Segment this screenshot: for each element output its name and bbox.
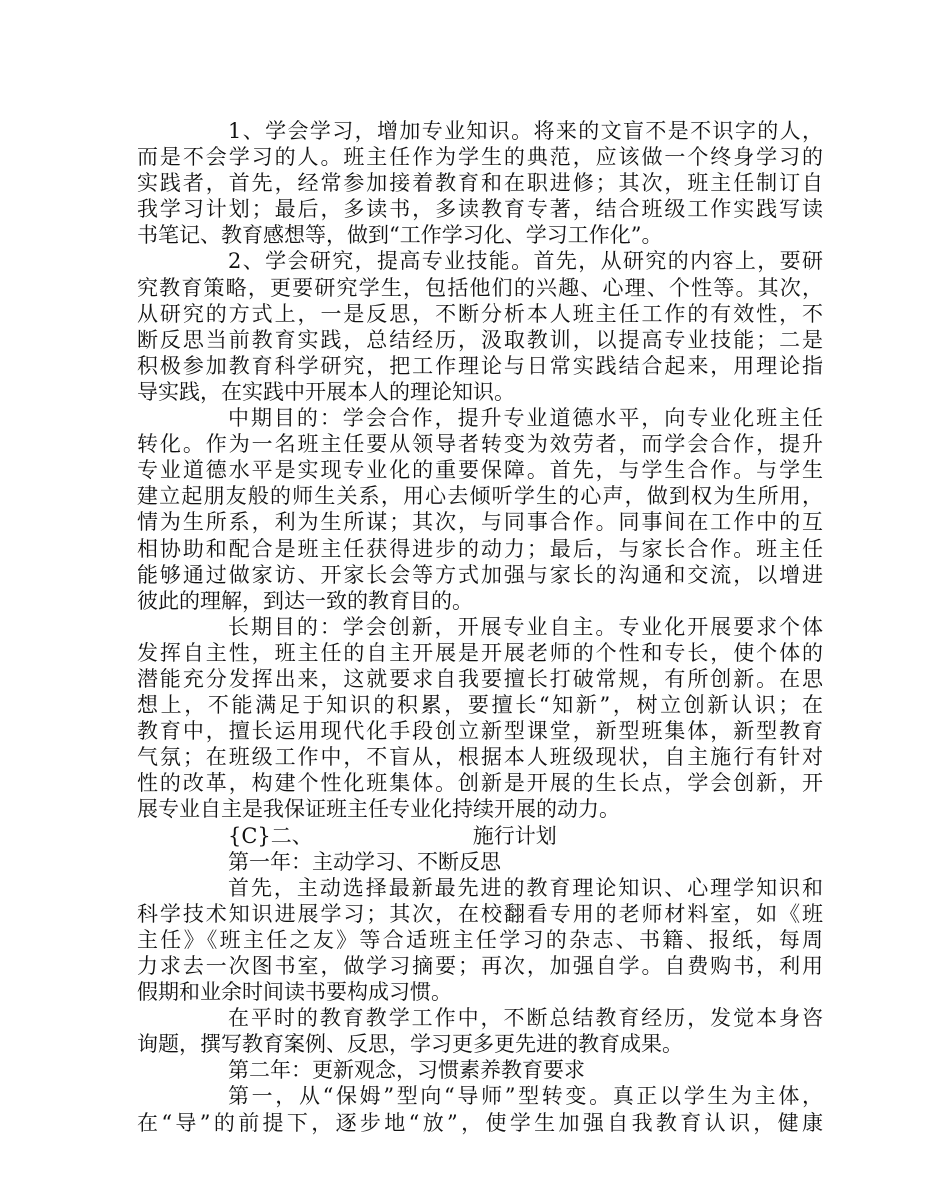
paragraph-line: 实践者，首先，经常参加接着教育和在职进修；其次，班主任制订自 (137, 171, 823, 196)
paragraph-line: 中期目的：学会合作，提升专业道德水平，向专业化班主任 (228, 406, 823, 431)
paragraph-line: 第一，从“保姆”型向“导师”型转变。真正以学生为主体， (228, 1084, 823, 1109)
paragraph-line: 能够通过做家访、开家长会等方式加强与家长的沟通和交流，以增进 (137, 562, 823, 587)
paragraph-line: 情为生所系，利为生所谋；其次，与同事合作。同事间在工作中的互 (137, 510, 823, 535)
paragraph-line: 首先，主动选择最新最先进的教育理论知识、心理学知识和 (228, 875, 823, 900)
paragraph-line: 科学技术知识进展学习；其次，在校翻看专用的老师材料室，如《班 (137, 901, 823, 926)
paragraph-line: 相协助和配合是班主任获得进步的动力；最后，与家长合作。班主任 (137, 536, 823, 561)
paragraph-line: 我学习计划；最后，多读书，多读教育专著，结合班级工作实践写读 (137, 197, 823, 222)
paragraph-line: 询题，撰写教育案例、反思，学习更多更先进的教育成果。 (137, 1032, 683, 1057)
paragraph-line: 力求去一次图书室，做学习摘要；再次，加强自学。自费购书，利用 (137, 954, 823, 978)
paragraph-line: 究教育策略，更要研究学生，包括他们的兴趣、心理、个性等。其次， (137, 275, 823, 300)
paragraph-line: 在“导”的前提下，逐步地“放”，使学生加强自我教育认识，健康 (137, 1110, 823, 1135)
paragraph-line: 性的改革，构建个性化班集体。创新是开展的生长点，学会创新，开 (137, 771, 823, 796)
paragraph-line: 想上，不能满足于知识的积累，要擅长“知新”，树立创新认识；在 (137, 693, 823, 718)
paragraph-line: 教育中，擅长运用现代化手段创立新型课堂，新型班集体，新型教育 (137, 719, 823, 744)
paragraph-line: 2、学会研究，提高专业技能。首先，从研究的内容上，要研 (228, 249, 823, 274)
paragraph-line: 积极参加教育科学研究，把工作理论与日常实践结合起来，用理论指 (137, 353, 823, 378)
section-heading-title: 施行计划 (472, 823, 557, 848)
paragraph-line: 长期目的：学会创新，开展专业自主。专业化开展要求个体 (228, 614, 823, 639)
paragraph-line: 断反思当前教育实践，总结经历，汲取教训，以提高专业技能；二是 (137, 327, 823, 352)
paragraph-line: 在平时的教育教学工作中，不断总结教育经历，发觉本身咨 (228, 1006, 823, 1031)
paragraph-line: 1、学会学习，增加专业知识。将来的文盲不是不识字的人， (228, 119, 823, 143)
paragraph-line: 转化。作为一名班主任要从领导者转变为效劳者，而学会合作，提升 (137, 432, 823, 457)
document-body (137, 118, 823, 1136)
section-heading (137, 823, 823, 849)
paragraph-line: 气氛；在班级工作中，不盲从，根据本人班级现状，自主施行有针对 (137, 745, 823, 770)
paragraph-line: 专业道德水平是实现专业化的重要保障。首先，与学生合作。与学生 (137, 458, 823, 483)
subheading: 第二年：更新观念，习惯素养教育要求 (228, 1058, 585, 1083)
paragraph-line: 而是不会学习的人。班主任作为学生的典范，应该做一个终身学习的 (137, 145, 823, 170)
subheading: 第一年：主动学习、不断反思 (228, 849, 501, 874)
paragraph-line: 潜能充分发挥出来，这就要求自我要擅长打破常规，有所创新。在思 (137, 666, 823, 691)
paragraph-line: 展专业自主是我保证班主任专业化持续开展的动力。 (137, 797, 620, 822)
paragraph-line: 发挥自主性，班主任的自主开展是开展老师的个性和专长，使个体的 (137, 640, 823, 665)
paragraph-line: 主任》《班主任之友》等合适班主任学习的杂志、书籍、报纸，每周 (137, 927, 823, 952)
paragraph-line: 从研究的方式上，一是反思，不断分析本人班主任工作的有效性，不 (137, 301, 823, 326)
paragraph-line: 彼此的理解，到达一致的教育目的。 (137, 588, 473, 613)
paragraph-line: 导实践，在实践中开展本人的理论知识。 (137, 379, 515, 404)
paragraph-line: 书笔记、教育感想等，做到“工作学习化、学习工作化”。 (137, 223, 663, 248)
paragraph-line: 假期和业余时间读书要构成习惯。 (137, 980, 452, 1005)
section-heading-label: {C}二、 (228, 823, 313, 848)
paragraph-line: 建立起朋友般的师生关系，用心去倾听学生的心声，做到权为生所用， (137, 484, 823, 509)
